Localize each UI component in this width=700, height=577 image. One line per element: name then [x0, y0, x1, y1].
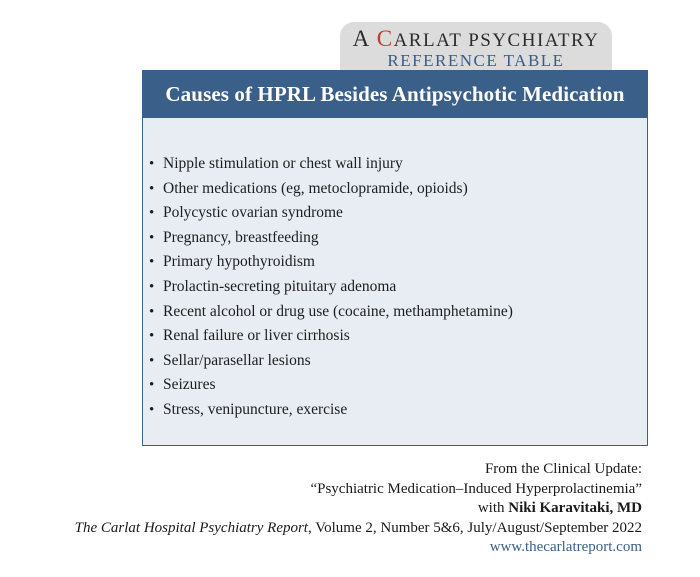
- bullet-icon: •: [149, 254, 155, 271]
- list-item: [149, 398, 513, 423]
- list-item: [149, 275, 513, 300]
- bullet-icon: •: [149, 205, 155, 222]
- list-item-text: Prolactin-secreting pituitary adenoma: [163, 277, 397, 295]
- website-link[interactable]: www.thecarlatreport.com: [489, 539, 642, 555]
- list-item-text: Stress, venipuncture, exercise: [163, 400, 348, 418]
- bullet-icon: •: [149, 303, 155, 320]
- list-item: [149, 152, 513, 177]
- list-item: [149, 201, 513, 226]
- causes-panel: [142, 118, 648, 446]
- bullet-icon: •: [149, 229, 155, 246]
- list-item: [149, 373, 513, 398]
- list-item: [149, 324, 513, 349]
- list-item-text: Seizures: [163, 376, 216, 394]
- bullet-icon: •: [149, 328, 155, 345]
- list-item-text: Sellar/parasellar lesions: [163, 351, 311, 369]
- citation-journal-name: The Carlat Hospital Psychiatry Report: [74, 519, 308, 536]
- bullet-icon: •: [149, 377, 155, 394]
- tab-brand-line: [340, 28, 612, 51]
- citation-author-prefix: with: [477, 500, 509, 516]
- bullet-icon: •: [149, 401, 155, 418]
- citation-journal-line: [75, 519, 642, 539]
- list-item: [149, 300, 513, 325]
- list-item-text: Other medications (eg, metoclopramide, opioids): [163, 179, 468, 197]
- list-item-text: Primary hypothyroidism: [163, 253, 315, 271]
- list-item-text: Recent alcohol or drug use (cocaine, methamphetamine): [163, 302, 513, 320]
- reference-table-tab: [340, 22, 612, 74]
- tab-brand-a: A: [352, 26, 377, 51]
- bullet-icon: •: [149, 180, 155, 197]
- list-item: [149, 250, 513, 275]
- citation-author-name: Niki Karavitaki, MD: [508, 500, 642, 516]
- list-item-text: Nipple stimulation or chest wall injury: [163, 155, 403, 172]
- bullet-icon: •: [149, 156, 155, 172]
- list-item: [149, 349, 513, 374]
- bullet-icon: •: [149, 278, 155, 295]
- citation-author-line: [75, 499, 642, 519]
- tab-brand-rest: ARLAT PSYCHIATRY: [393, 30, 600, 51]
- list-item-text: Renal failure or liver cirrhosis: [163, 327, 350, 345]
- list-item: [149, 226, 513, 251]
- bullet-icon: •: [149, 352, 155, 369]
- tab-brand-c: C: [376, 26, 394, 51]
- list-item: [149, 177, 513, 202]
- citation-article-title: “Psychiatric Medication–Induced Hyperprolactinemia”: [310, 480, 642, 497]
- tab-subtitle: REFERENCE TABLE: [387, 51, 565, 70]
- list-item-text: Polycystic ovarian syndrome: [163, 204, 343, 222]
- source-citation: [75, 460, 642, 558]
- citation-issue: , Volume 2, Number 5&6, July/August/September 2022: [307, 519, 642, 536]
- table-title: Causes of HPRL Besides Antipsychotic Medication: [142, 70, 648, 118]
- citation-intro: From the Clinical Update:: [484, 461, 642, 477]
- list-item-text: Pregnancy, breastfeeding: [163, 228, 319, 246]
- causes-list: [149, 152, 513, 423]
